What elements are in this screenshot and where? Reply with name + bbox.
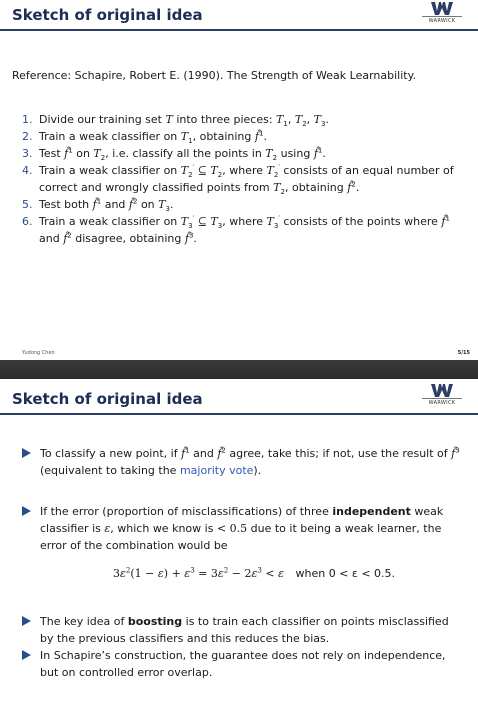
bullet-item: In Schapire’s construction, the guarantee does not rely on independence, but on controlled error overlap. <box>22 647 464 681</box>
warwick-logo-icon <box>431 2 453 15</box>
step-number: 1. <box>22 113 33 126</box>
triangle-bullet-icon <box>22 448 31 458</box>
error-formula: $3\varepsilon^2(1 - \varepsilon) + \varepsilon^3 = 3\varepsilon^2 - 2\varepsilon^3 < \varepsilon$ when 0 < ε < 0.5. <box>113 566 396 580</box>
logo-text: WARWICK <box>422 16 462 24</box>
bullet-list-3 <box>22 613 464 681</box>
step-number: 6. <box>22 215 33 228</box>
logo-text: WARWICK <box>422 398 462 406</box>
warwick-logo <box>422 2 462 24</box>
page-number: 5/15 <box>457 350 470 356</box>
step-item: 5. Test both f̂$^1$ and f̂$^2$ on $T_3$. <box>22 197 174 214</box>
majority-vote-link[interactable]: majority vote <box>179 464 254 477</box>
bullet-item: The key idea of boosting is to train each classifier on points misclassified by the previous classifiers and this reduces the bias. <box>22 613 464 647</box>
slide-5 <box>0 0 478 360</box>
step-item: 1. Divide our training set T into three pieces: $T_1$, $T_2$, $T_3$. <box>22 113 329 129</box>
step-number: 5. <box>22 198 33 211</box>
slide-title: Sketch of original idea <box>12 390 203 408</box>
bullet-item: If the error (proportion of misclassifications) of three independent weak classifier is ε, which we know is < 0.5 due to it being a weak learner, the error of the combination would be <box>22 503 464 554</box>
triangle-bullet-icon <box>22 616 31 626</box>
formula-condition: when 0 < ε < 0.5. <box>295 567 396 580</box>
title-underline <box>0 29 478 31</box>
warwick-logo-icon <box>431 384 453 397</box>
slide-6 <box>0 379 478 725</box>
step-item: 6. Train a weak classifier on $T_3'$ ⊆ $T_3$, where $T_3'$ consists of the points where f̂$^1$ and f̂$^2$ disagree, obtaining f̂$^3$. <box>22 214 450 245</box>
slide-separator <box>0 360 478 379</box>
triangle-bullet-icon <box>22 506 31 516</box>
step-item: 2. Train a weak classifier on $T_1$, obtaining f̂$^1$. <box>22 129 267 146</box>
step-number: 4. <box>22 164 33 177</box>
slide-title: Sketch of original idea <box>12 6 203 24</box>
bullet-list-2 <box>22 503 464 554</box>
step-number: 2. <box>22 130 33 143</box>
bullet-item: To classify a new point, if f̂$^1$ and f̂$^2$ agree, take this; if not, use the result of f̂$^3$ (equivalent to taking the majority vote). <box>22 445 464 479</box>
bullet-list-1 <box>22 445 464 479</box>
step-item: 4. Train a weak classifier on $T_2'$ ⊆ $T_2$, where $T_2'$ consists of an equal number of correct and wrongly classified points from $T_2$, obtaining f̂$^2$. <box>22 163 454 197</box>
triangle-bullet-icon <box>22 650 31 660</box>
reference-line: Reference: Schapire, Robert E. (1990). The Strength of Weak Learnability. <box>12 69 417 82</box>
footer-author: Yudong Chen <box>22 350 55 356</box>
step-number: 3. <box>22 147 33 160</box>
step-item: 3. Test f̂$^1$ on $T_2$, i.e. classify all the points in $T_2$ using f̂$^1$. <box>22 146 326 163</box>
title-underline <box>0 413 478 415</box>
warwick-logo <box>422 384 462 406</box>
steps-list <box>22 111 462 247</box>
